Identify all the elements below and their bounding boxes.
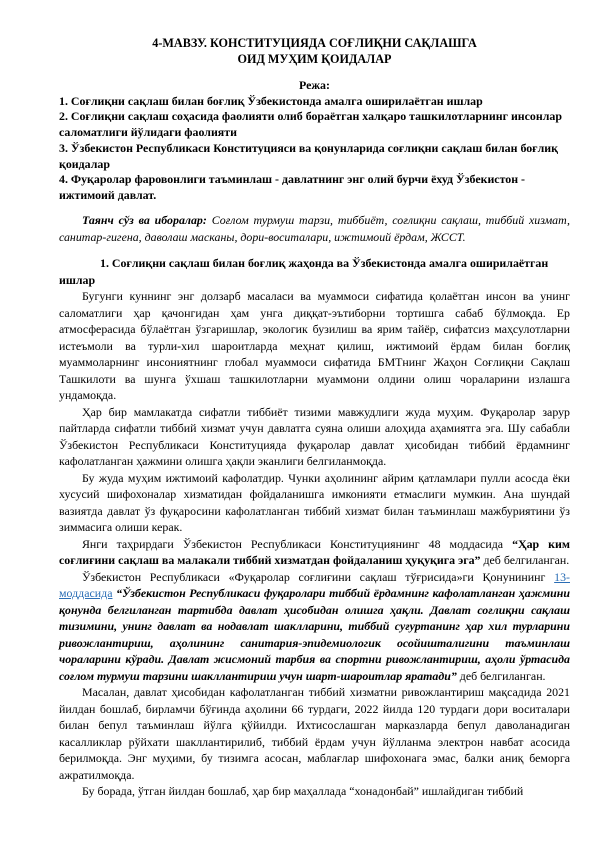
paragraph-4 bbox=[59, 536, 570, 569]
paragraph-4-tail: деб белгиланган. bbox=[480, 553, 570, 568]
document-title bbox=[59, 36, 570, 67]
plan-item-1: 1. Соғлиқни сақлаш билан боғлиқ Ўзбекистонда амалга оширилаётган ишлар bbox=[59, 93, 483, 108]
plan-item-3: 3. Ўзбекистон Республикаси Конституцияси ва қонунларида соғлиқни сақлаш билан боғлиқ қоидалар bbox=[59, 140, 558, 171]
plan-item-4: 4. Фуқаролар фаровонлиги таъминлаш - давлатнинг энг олий бурчи ёхуд Ўзбекистон - ижтимоий давлат. bbox=[59, 172, 525, 203]
plan-item-2: 2. Соғлиқни сақлаш соҳасида фаолияти олиб бораётган халқаро ташкилотларнинг инсонлар саломатлиги йўлидаги фаолияти bbox=[59, 109, 562, 140]
title-line-2: ОИД МУҲИМ ҚОИДАЛАР bbox=[237, 51, 392, 66]
paragraph-6: Масалан, давлат ҳисобидан кафолатланган тиббий хизматни ривожлантириш мақсадида 2021 йилдан бошлаб, бирламчи бўғинда аҳолини 66 турдаги, 2022 йилда 120 турдаги дори воситалари билан бепул таъминлаш йўлга қўйилди. Ихтисослашган марказларда бепул даволанадиган касалликлар рўйхати шакллантирилиб, тиббий ёрдам учун йўлланма электрон навбат асосида берилмоқда. Энг муҳими, бу тизимга асосан, маблағлар шифохонага эмас, балки аниқ беморга ажратилмоқда. bbox=[59, 685, 570, 782]
plan-list bbox=[59, 94, 570, 205]
keywords-paragraph bbox=[59, 212, 570, 245]
article-13-link[interactable]: 13-моддасида bbox=[59, 569, 570, 601]
title-line-1: 4-МАВЗУ. КОНСТИТУЦИЯДА СОҒЛИҚНИ САҚЛАШГА bbox=[152, 36, 477, 50]
paragraph-2: Ҳар бир мамлакатда сифатли тиббиёт тизими мавжудлиги жуда муҳим. Фуқаролар зарур пайтларда сифатли тиббий хизмат учун давлатга суяна олиши алоҳида аҳамиятга эга. Шу сабабли Ўзбекистон Республикаси Конституцияда фуқаролар давлат ҳисобидан тиббий ёрдамнинг кафолатланган ҳажмини олишга ҳақли эканлиги белгиланмоқда. bbox=[59, 404, 570, 469]
plan-heading: Режа: bbox=[299, 78, 330, 92]
paragraph-5-tail: деб белгиланган. bbox=[456, 668, 546, 683]
paragraph-7: Бу борада, ўтган йилдан бошлаб, ҳар бир маҳаллада “хонадонбай” ишлайдиган тиббий bbox=[82, 784, 524, 799]
law-quote: “Ўзбекистон Республикаси фуқаролари тиббий ёрдамнинг кафолатланган ҳажмини қонунда белгиланган тартибда давлат ҳисобидан олишга ҳақли. Давлат соғлиқни сақлаш тизимини, унинг давлат ва нодавлат шаклларини, тиббий суғуртанинг ҳар хил турларини ривожлантириш, аҳолининг санитария-эпидемиологик осойишталигини таъминлаш чораларини кўради. Давлат жисмоний тарбия ва спортни ривожлантириш, аҳоли ўртасида соғлом турмуш тарзини шакллантириш учун шарт-шароитлар яратади” bbox=[59, 586, 570, 683]
paragraph-4-text: Янги таҳрирдаги Ўзбекистон Республикаси Конституциянинг 48 моддасида bbox=[82, 536, 513, 551]
section-heading: 1. Соғлиқни сақлаш билан боғлиқ жаҳонда ва Ўзбекистонда амалга оширилаётган ишлар bbox=[59, 256, 549, 287]
paragraph-5-text: Ўзбекистон Республикаси «Фуқаролар соғлиғини сақлаш тўғрисида»ги Қонунининг bbox=[82, 569, 555, 584]
keywords-text: Соғлом турмуш тарзи, тиббиёт, соғлиқни сақлаш, тиббий хизмат, санитар-гигена, даволаш масканы, дори-воситалари, ижтимоий ёрдам, ЖССТ. bbox=[59, 213, 570, 244]
keywords-label: Таянч сўз ва иборалар: bbox=[82, 213, 207, 228]
paragraph-3: Бу жуда муҳим ижтимоий кафолатдир. Чунки аҳолининг айрим қатламлари пулли асосда ёки хусусий шифохоналар хизматидан фойдаланишга имконияти етмаслиги мумкин. Ана шундай вазиятда давлат ўз фуқаросини кафолатланган тиббий хизмат билан таъминлаш мажбуриятини ўз зиммасига олиши керак. bbox=[59, 470, 570, 535]
paragraph-1: Бугунги куннинг энг долзарб масаласи ва муаммоси сифатида қолаётган инсон ва унинг саломатлиги ҳар қачонгидан ҳам унга диққат-эътиборни тортишга сабаб бўлмоқда. Ер атмосферасида бўлаётган ўзгаришлар, экологик бузилиш ва ярим тайёр, сифатсиз маҳсулотларни истеъмоли ва турли-хил шароитларда меҳнат қилиш, ижтимоий ёрдам билан боғлиқ муаммоларнинг инсониятнинг глобал муаммоси сифатида БМТнинг Жаҳон Соғлиқни Сақлаш Ташкилоти ва шунга ўхшаш ташкилотларни муаммони олдини олиш чораларини излашга ундамоқда. bbox=[59, 289, 570, 403]
document-page bbox=[59, 36, 570, 800]
article-48-quote: “Ҳар ким соғлиғини сақлаш ва малакали тиббий хизматдан фойдаланиш ҳуқуқига эга” bbox=[59, 536, 570, 568]
paragraph-5 bbox=[59, 569, 570, 685]
